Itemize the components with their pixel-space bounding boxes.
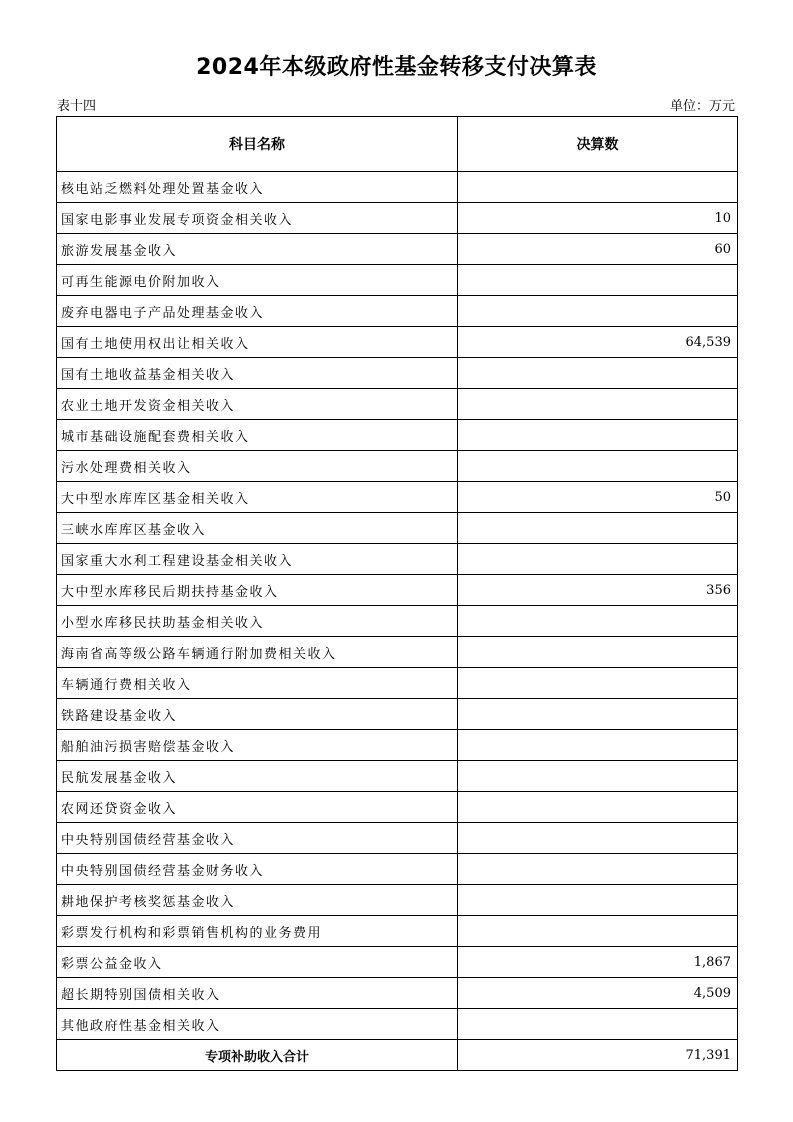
table-row [57, 637, 738, 668]
table-row [57, 1009, 738, 1040]
row-subject-name: 彩票发行机构和彩票销售机构的业务费用 [57, 916, 458, 947]
row-settlement-value: 10 [458, 203, 738, 234]
row-settlement-value: 60 [458, 234, 738, 265]
row-subject-name: 污水处理费相关收入 [57, 451, 458, 482]
row-subject-name: 超长期特别国债相关收入 [57, 978, 458, 1009]
table-row [57, 389, 738, 420]
table-row [57, 761, 738, 792]
row-subject-name: 农网还贷资金收入 [57, 792, 458, 823]
row-settlement-value [458, 172, 738, 203]
row-subject-name: 海南省高等级公路车辆通行附加费相关收入 [57, 637, 458, 668]
row-settlement-value [458, 637, 738, 668]
table-row [57, 792, 738, 823]
row-settlement-value [458, 420, 738, 451]
row-subject-name: 国有土地使用权出让相关收入 [57, 327, 458, 358]
row-settlement-value: 50 [458, 482, 738, 513]
table-row [57, 575, 738, 606]
row-subject-name: 中央特别国债经营基金财务收入 [57, 854, 458, 885]
table-row [57, 544, 738, 575]
row-subject-name: 旅游发展基金收入 [57, 234, 458, 265]
table-row [57, 513, 738, 544]
row-settlement-value [458, 823, 738, 854]
table-row [57, 296, 738, 327]
row-settlement-value [458, 730, 738, 761]
row-subject-name: 农业土地开发资金相关收入 [57, 389, 458, 420]
table-body [57, 172, 738, 1040]
table-row [57, 730, 738, 761]
row-subject-name: 国有土地收益基金相关收入 [57, 358, 458, 389]
row-settlement-value [458, 544, 738, 575]
total-value: 71,391 [458, 1040, 738, 1071]
table-row [57, 172, 738, 203]
table-row [57, 916, 738, 947]
row-subject-name: 彩票公益金收入 [57, 947, 458, 978]
unit-label: 单位：万元 [669, 99, 735, 114]
row-subject-name: 国家电影事业发展专项资金相关收入 [57, 203, 458, 234]
table-row [57, 451, 738, 482]
row-settlement-value [458, 606, 738, 637]
table-header-row [57, 117, 738, 172]
table-row [57, 699, 738, 730]
table-row [57, 978, 738, 1009]
table-row [57, 265, 738, 296]
row-subject-name: 耕地保护考核奖惩基金收入 [57, 885, 458, 916]
header-subject-name: 科目名称 [57, 117, 458, 172]
row-subject-name: 三峡水库库区基金收入 [57, 513, 458, 544]
row-subject-name: 城市基础设施配套费相关收入 [57, 420, 458, 451]
row-settlement-value [458, 792, 738, 823]
row-subject-name: 车辆通行费相关收入 [57, 668, 458, 699]
row-settlement-value: 64,539 [458, 327, 738, 358]
row-settlement-value [458, 699, 738, 730]
table-row [57, 482, 738, 513]
row-settlement-value [458, 668, 738, 699]
row-subject-name: 铁路建设基金收入 [57, 699, 458, 730]
table-row [57, 854, 738, 885]
row-settlement-value [458, 1009, 738, 1040]
row-subject-name: 船舶油污损害赔偿基金收入 [57, 730, 458, 761]
row-subject-name: 国家重大水利工程建设基金相关收入 [57, 544, 458, 575]
table-row [57, 606, 738, 637]
settlement-table [56, 116, 738, 1071]
table-row [57, 947, 738, 978]
row-settlement-value [458, 358, 738, 389]
row-subject-name: 废弃电器电子产品处理基金收入 [57, 296, 458, 327]
row-subject-name: 中央特别国债经营基金收入 [57, 823, 458, 854]
row-settlement-value [458, 761, 738, 792]
table-row [57, 203, 738, 234]
row-settlement-value: 1,867 [458, 947, 738, 978]
row-subject-name: 可再生能源电价附加收入 [57, 265, 458, 296]
table-row [57, 420, 738, 451]
row-subject-name: 大中型水库库区基金相关收入 [57, 482, 458, 513]
row-settlement-value: 356 [458, 575, 738, 606]
row-settlement-value [458, 513, 738, 544]
row-settlement-value [458, 854, 738, 885]
row-subject-name: 其他政府性基金相关收入 [57, 1009, 458, 1040]
row-settlement-value [458, 296, 738, 327]
table-row [57, 234, 738, 265]
total-row [57, 1040, 738, 1071]
row-settlement-value [458, 451, 738, 482]
row-settlement-value [458, 885, 738, 916]
row-settlement-value: 4,509 [458, 978, 738, 1009]
table-row [57, 885, 738, 916]
page-title: 2024年本级政府性基金转移支付决算表 [196, 55, 597, 80]
row-settlement-value [458, 265, 738, 296]
table-row [57, 358, 738, 389]
row-subject-name: 民航发展基金收入 [57, 761, 458, 792]
row-settlement-value [458, 916, 738, 947]
row-subject-name: 大中型水库移民后期扶持基金收入 [57, 575, 458, 606]
header-settlement-amount: 决算数 [458, 117, 738, 172]
row-settlement-value [458, 389, 738, 420]
row-subject-name: 核电站乏燃料处理处置基金收入 [57, 172, 458, 203]
table-row [57, 823, 738, 854]
total-label: 专项补助收入合计 [57, 1040, 458, 1071]
table-row [57, 668, 738, 699]
row-subject-name: 小型水库移民扶助基金相关收入 [57, 606, 458, 637]
table-number: 表十四 [57, 99, 97, 114]
table-row [57, 327, 738, 358]
